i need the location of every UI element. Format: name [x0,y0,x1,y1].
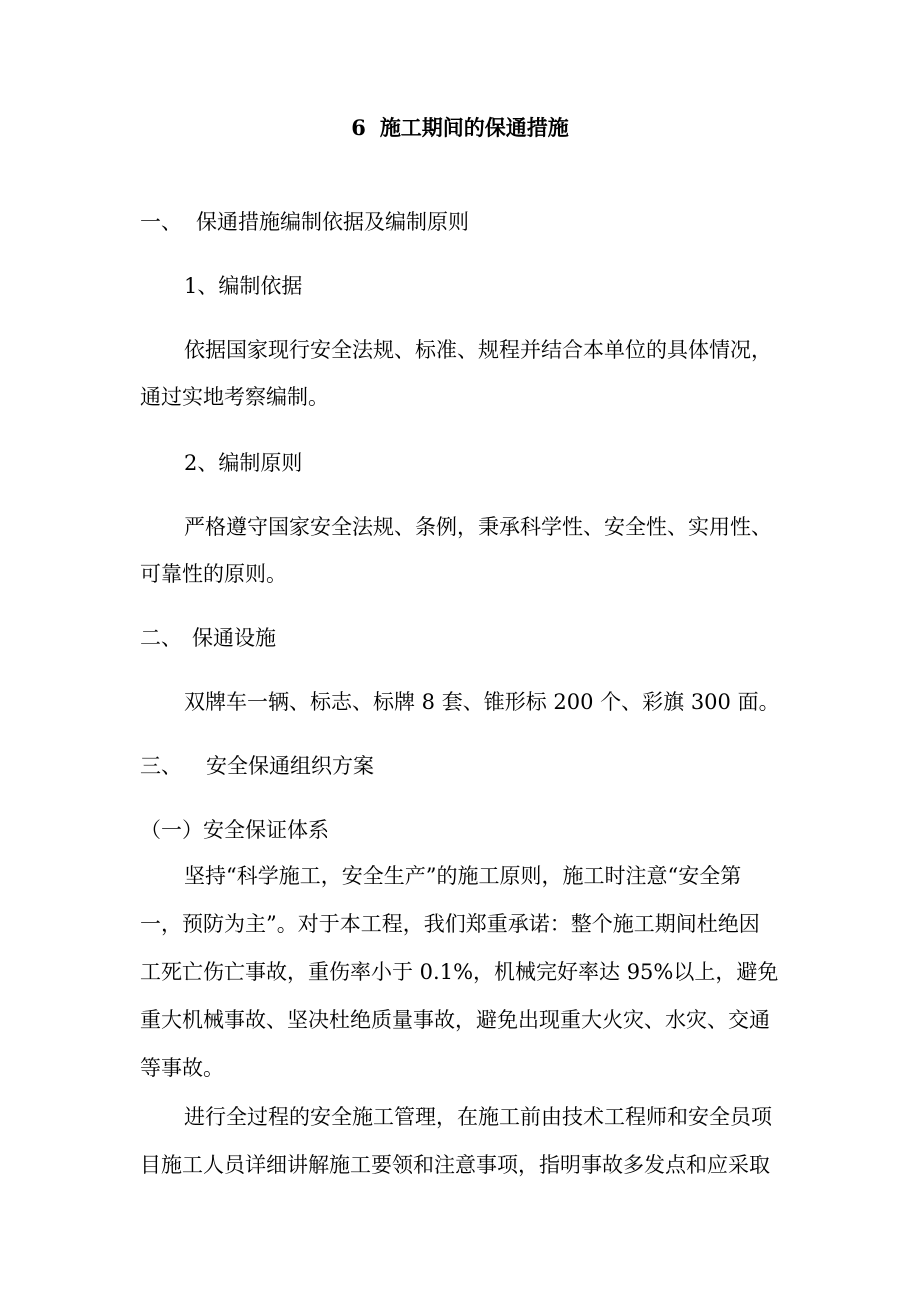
section-3-marker: 三、 [140,754,182,778]
para-1-line-5: 等事故。 [140,1056,224,1080]
section-1-heading [140,208,469,236]
page-title [0,114,920,142]
para-2-line-1: 进行全过程的安全施工管理，在施工前由技术工程师和安全员项 [184,1105,772,1129]
para-2-line-2: 目施工人员详细讲解施工要领和注意事项，指明事故多发点和应采取 [140,1153,770,1177]
section-2-paragraph: 双牌车一辆、标志、标牌 8 套、锥形标 200 个、彩旗 300 面。 [184,690,780,714]
para-1-line-4: 重大机械事故、坚决杜绝质量事故，避免出现重大火灾、水灾、交通 [140,1008,770,1032]
sub-1-paragraph-line-2: 通过实地考察编制。 [140,385,329,409]
para-1-line-1: 坚持“科学施工，安全生产”的施工原则，施工时注意“安全第 [184,864,742,888]
section-2-heading-text: 保通设施 [192,626,276,650]
sub-2-paragraph-line-2: 可靠性的原则。 [140,562,287,586]
sub-2-heading: 2、编制原则 [184,451,303,475]
para-1-line-3: 工死亡伤亡事故，重伤率小于 0.1%，机械完好率达 95%以上，避免 [140,960,779,984]
para-1-line-2: 一，预防为主”。对于本工程，我们郑重承诺：整个施工期间杜绝因 [140,912,760,936]
section-1-heading-text: 保通措施编制依据及编制原则 [196,210,469,234]
subsection-heading: （一）安全保证体系 [140,818,329,842]
section-3-heading-text: 安全保通组织方案 [206,754,374,778]
section-2-heading [140,624,276,652]
title-number: 6 [351,115,366,140]
title-text: 施工期间的保通措施 [379,115,569,140]
sub-2-paragraph-line-1: 严格遵守国家安全法规、条例，秉承科学性、安全性、实用性、 [184,515,772,539]
sub-1-heading: 1、编制依据 [184,274,303,298]
section-2-marker: 二、 [140,626,182,650]
section-1-marker: 一、 [140,210,182,234]
section-3-heading [140,752,374,780]
sub-1-paragraph-line-1: 依据国家现行安全法规、标准、规程并结合本单位的具体情况， [184,338,772,362]
